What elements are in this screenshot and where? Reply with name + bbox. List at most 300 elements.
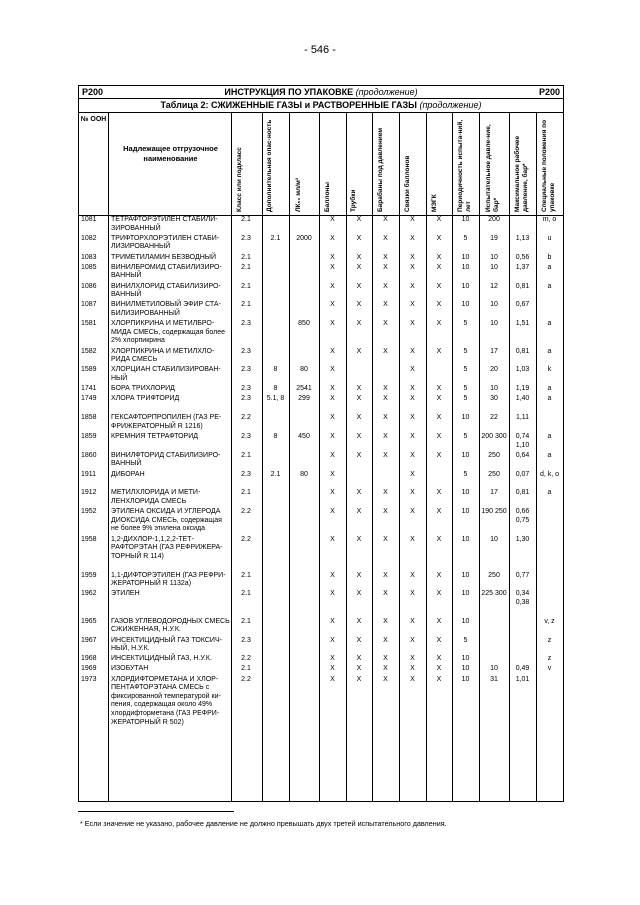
cell-test-pressure: 10 bbox=[490, 263, 498, 271]
cell-un-number: 1973 bbox=[81, 675, 97, 683]
cell-cylinders: X bbox=[330, 263, 335, 271]
cell-test-period: 10 bbox=[461, 253, 470, 261]
cell-bundles: X bbox=[410, 636, 415, 644]
cell-tubes: X bbox=[356, 414, 362, 422]
cell-pressure-drums: X bbox=[383, 636, 388, 644]
col-header-pressure-drums: Барабаны под давлением bbox=[377, 127, 384, 212]
cell-bundles: X bbox=[410, 571, 415, 579]
cell-test-pressure: 10 bbox=[490, 535, 498, 543]
cell-name: ХЛОРДИФТОРМЕТАНА И ХЛОР-ПЕНТАФТОРЭТАНА СМЕСЬ с фиксированной температурой ки-пения, содержащая около 49% хлордифторметана (ГАЗ РЕФРИ-ЖЕРАТОРНЫЙ R 502) bbox=[111, 675, 221, 726]
instruction-code-left: P200 bbox=[82, 87, 104, 97]
cell-max-pressure: 0,81 bbox=[515, 347, 530, 355]
cell-megc: X bbox=[436, 253, 442, 261]
cell-cylinders: X bbox=[330, 216, 335, 223]
cell-test-period: 5 bbox=[463, 366, 468, 374]
cell-megc: X bbox=[436, 675, 442, 683]
cell-cylinders: X bbox=[330, 301, 335, 309]
cell-tubes: X bbox=[356, 617, 362, 625]
cell-tubes: X bbox=[356, 385, 362, 393]
cell-test-pressure: 190 250 bbox=[481, 508, 507, 516]
footnote: * Если значение не указано, рабочее давление не должно превышать двух третей испытательного давления. bbox=[80, 819, 447, 828]
cell-special-provisions: z bbox=[547, 636, 552, 644]
cell-pressure-drums: X bbox=[383, 253, 388, 261]
cell-test-pressure: 250 bbox=[488, 470, 500, 478]
cell-test-period: 5 bbox=[463, 385, 468, 393]
cell-name: ВИНИЛМЕТИЛОВЫЙ ЭФИР СТА-БИЛИЗИРОВАННЫЙ bbox=[111, 301, 221, 317]
cell-pressure-drums: X bbox=[383, 414, 388, 422]
cell-megc: X bbox=[436, 216, 442, 223]
table-row bbox=[79, 216, 563, 235]
cell-tubes: X bbox=[356, 301, 362, 309]
cell-name: ТРИМЕТИЛАМИН БЕЗВОДНЫЙ bbox=[111, 253, 216, 261]
cell-bundles: X bbox=[410, 590, 415, 598]
cell-special-provisions: a bbox=[547, 395, 552, 403]
page-number: - 546 - bbox=[304, 44, 336, 56]
instruction-title: ИНСТРУКЦИЯ ПО УПАКОВКЕ (продолжение) bbox=[224, 87, 418, 97]
cell-class: 2.2 bbox=[241, 535, 251, 543]
cell-class: 2.1 bbox=[241, 489, 251, 497]
cell-class: 2.3 bbox=[241, 347, 251, 355]
cell-lc50: 299 bbox=[298, 395, 310, 403]
cell-cylinders: X bbox=[330, 636, 335, 644]
cell-test-pressure: 31 bbox=[490, 675, 498, 683]
cell-megc: X bbox=[436, 432, 442, 440]
cell-test-pressure: 10 bbox=[490, 320, 498, 328]
table-row bbox=[79, 471, 563, 490]
cell-un-number: 1912 bbox=[81, 489, 97, 497]
cell-test-period: 5 bbox=[463, 320, 468, 328]
cell-bundles: X bbox=[410, 432, 415, 440]
cell-pressure-drums: X bbox=[383, 216, 388, 223]
table-row bbox=[79, 676, 563, 738]
cell-class: 2.2 bbox=[241, 655, 251, 663]
cell-test-period: 10 bbox=[461, 617, 470, 625]
cell-test-period: 10 bbox=[461, 665, 470, 673]
cell-test-period: 10 bbox=[461, 571, 470, 579]
cell-lc50: 2541 bbox=[296, 385, 312, 393]
cell-max-pressure: 0,64 bbox=[515, 451, 530, 459]
cell-test-period: 5 bbox=[463, 234, 468, 242]
cell-test-pressure: 225 300 bbox=[481, 590, 507, 598]
cell-special-provisions: a bbox=[547, 263, 552, 271]
cell-max-pressure: 1,37 bbox=[515, 263, 530, 271]
cell-test-pressure: 10 bbox=[490, 665, 498, 673]
cell-tubes: X bbox=[356, 655, 362, 663]
cell-megc: X bbox=[436, 395, 442, 403]
cell-lc50: 2000 bbox=[296, 234, 312, 242]
cell-max-pressure: 1,51 bbox=[515, 320, 530, 328]
cell-bundles: X bbox=[410, 665, 415, 673]
col-header-tubes: Трубки bbox=[350, 189, 357, 212]
cell-special-provisions: a bbox=[547, 432, 552, 440]
cell-test-period: 10 bbox=[461, 282, 470, 290]
cell-bundles: X bbox=[410, 216, 415, 223]
table-row bbox=[79, 655, 563, 665]
cell-max-pressure: 0,49 bbox=[515, 665, 530, 673]
cell-un-number: 1965 bbox=[81, 617, 97, 625]
cell-special-provisions: a bbox=[547, 385, 552, 393]
cell-pressure-drums: X bbox=[383, 234, 388, 242]
cell-test-period: 10 bbox=[461, 489, 470, 497]
table-row bbox=[79, 320, 563, 347]
table-row bbox=[79, 301, 563, 320]
cell-test-period: 10 bbox=[461, 216, 470, 223]
cell-test-period: 5 bbox=[463, 395, 468, 403]
cell-name: 1,1-ДИФТОРЭТИЛЕН (ГАЗ РЕФРИ-ЖЕРАТОРНЫЙ R 1132a) bbox=[111, 571, 226, 588]
cell-bundles: X bbox=[410, 320, 415, 328]
cell-test-pressure: 19 bbox=[490, 234, 498, 242]
cell-test-pressure: 30 bbox=[490, 395, 498, 403]
cell-test-period: 10 bbox=[461, 535, 470, 543]
cell-pressure-drums: X bbox=[383, 320, 388, 328]
cell-tubes: X bbox=[356, 253, 362, 261]
cell-name: ХЛОРПИКРИНА И МЕТИЛХЛО-РИДА СМЕСЬ bbox=[111, 347, 215, 364]
cell-un-number: 1859 bbox=[81, 432, 97, 440]
cell-max-pressure: 0,77 bbox=[515, 571, 530, 579]
col-header-test-period: Периодичность испыта-ний, лет bbox=[457, 119, 472, 212]
cell-test-pressure: 10 bbox=[490, 253, 498, 261]
cell-special-provisions: b bbox=[547, 253, 552, 261]
cell-un-number: 1749 bbox=[81, 395, 97, 403]
cell-cylinders: X bbox=[330, 617, 335, 625]
cell-pressure-drums: X bbox=[383, 301, 388, 309]
table-row bbox=[79, 508, 563, 535]
cell-tubes: X bbox=[356, 263, 362, 271]
table-row bbox=[79, 254, 563, 264]
cell-cylinders: X bbox=[330, 571, 335, 579]
cell-name: ЭТИЛЕНА ОКСИДА И УГЛЕРОДА ДИОКСИДА СМЕСЬ, содержащая не более 9% этилена оксида bbox=[111, 508, 222, 533]
cell-special-provisions: a bbox=[547, 451, 552, 459]
cell-megc: X bbox=[436, 535, 442, 543]
table-row bbox=[79, 665, 563, 675]
cell-un-number: 1086 bbox=[81, 282, 97, 290]
cell-class: 2.3 bbox=[241, 470, 251, 478]
cell-bundles: X bbox=[410, 263, 415, 271]
cell-megc: X bbox=[436, 282, 442, 290]
cell-pressure-drums: X bbox=[383, 263, 388, 271]
cell-test-period: 10 bbox=[461, 590, 470, 598]
cell-tubes: X bbox=[356, 571, 362, 579]
cell-cylinders: X bbox=[330, 535, 335, 543]
cell-max-pressure: 0,81 bbox=[515, 282, 530, 290]
col-header-test-pressure: Испытательное давле-ние, бар* bbox=[485, 124, 500, 212]
cell-bundles: X bbox=[410, 282, 415, 290]
cell-un-number: 1081 bbox=[81, 216, 97, 223]
table-row bbox=[79, 264, 563, 283]
cell-name: ХЛОРЦИАН СТАБИЛИЗИРОВАН-НЫЙ bbox=[111, 366, 221, 382]
cell-test-period: 10 bbox=[461, 508, 470, 516]
cell-name: ХЛОРА ТРИФТОРИД bbox=[111, 395, 180, 403]
cell-name: ГЕКСАФТОРПРОПИЛЕН (ГАЗ РЕ-ФРИЖЕРАТОРНЫЙ R 1216) bbox=[111, 414, 222, 430]
cell-class: 2.3 bbox=[241, 432, 251, 440]
cell-megc: X bbox=[436, 590, 442, 598]
cell-class: 2.1 bbox=[241, 301, 251, 309]
cell-class: 2.3 bbox=[241, 320, 251, 328]
cell-class: 2.1 bbox=[241, 590, 251, 598]
cell-tubes: X bbox=[356, 535, 362, 543]
cell-max-pressure: 1,30 bbox=[515, 535, 530, 543]
table-row bbox=[79, 590, 563, 617]
cell-max-pressure: 1,13 bbox=[515, 234, 530, 242]
cell-test-pressure: 250 bbox=[488, 451, 500, 459]
instruction-header bbox=[79, 86, 563, 99]
cell-test-period: 10 bbox=[461, 301, 470, 309]
cell-un-number: 1741 bbox=[81, 385, 97, 393]
table-row bbox=[79, 618, 563, 637]
cell-megc: X bbox=[436, 347, 442, 355]
cell-special-provisions: a bbox=[547, 320, 552, 328]
packing-instruction-table bbox=[78, 85, 564, 802]
cell-special-provisions: a bbox=[547, 347, 552, 355]
table-row bbox=[79, 536, 563, 572]
cell-max-pressure: 1,11 bbox=[515, 414, 530, 422]
cell-special-provisions: u bbox=[547, 234, 552, 242]
cell-cylinders: X bbox=[330, 320, 335, 328]
cell-test-period: 5 bbox=[463, 636, 468, 644]
cell-tubes: X bbox=[356, 432, 362, 440]
cell-megc: X bbox=[436, 665, 442, 673]
table-row bbox=[79, 433, 563, 452]
cell-un-number: 1952 bbox=[81, 508, 97, 516]
cell-cylinders: X bbox=[330, 675, 335, 683]
instruction-code-right: P200 bbox=[538, 87, 560, 97]
cell-max-pressure: 1,03 bbox=[515, 366, 530, 374]
cell-cylinders: X bbox=[330, 451, 335, 459]
cell-test-pressure: 10 bbox=[490, 301, 498, 309]
cell-test-pressure: 250 bbox=[488, 571, 500, 579]
cell-class: 2.1 bbox=[241, 282, 251, 290]
cell-additional-hazard: 5.1, 8 bbox=[266, 395, 285, 403]
cell-pressure-drums: X bbox=[383, 451, 388, 459]
cell-test-pressure: 200 300 bbox=[481, 432, 507, 440]
cell-name: ЭТИЛЕН bbox=[111, 590, 140, 598]
cell-tubes: X bbox=[356, 636, 362, 644]
cell-bundles: X bbox=[410, 385, 415, 393]
cell-max-pressure: 1,01 bbox=[515, 675, 530, 683]
cell-bundles: X bbox=[410, 253, 415, 261]
cell-max-pressure: 0,81 bbox=[515, 489, 530, 497]
cell-name: ИНСЕКТИЦИДНЫЙ ГАЗ ТОКСИЧ-НЫЙ, Н.У.К. bbox=[111, 636, 222, 653]
cell-name: ХЛОРПИКРИНА И МЕТИЛБРО-МИДА СМЕСЬ, содержащая более 2% хлорпикрина bbox=[111, 320, 226, 345]
cell-lc50: 850 bbox=[298, 320, 310, 328]
cell-cylinders: X bbox=[330, 432, 335, 440]
cell-tubes: X bbox=[356, 347, 362, 355]
cell-name: ИНСЕКТИЦИДНЫЙ ГАЗ, Н.У.К. bbox=[111, 655, 212, 663]
cell-un-number: 1083 bbox=[81, 253, 97, 261]
cell-class: 2.1 bbox=[241, 665, 251, 673]
cell-max-pressure: 0,74 1,10 bbox=[515, 432, 530, 449]
cell-class: 2.2 bbox=[241, 414, 251, 422]
cell-un-number: 1962 bbox=[81, 590, 97, 598]
cell-megc: X bbox=[436, 301, 442, 309]
cell-pressure-drums: X bbox=[383, 282, 388, 290]
cell-tubes: X bbox=[356, 665, 362, 673]
cell-class: 2.3 bbox=[241, 395, 251, 403]
cell-bundles: X bbox=[410, 655, 415, 663]
cell-additional-hazard: 8 bbox=[273, 385, 278, 393]
cell-tubes: X bbox=[356, 508, 362, 516]
cell-cylinders: X bbox=[330, 665, 335, 673]
cell-megc: X bbox=[436, 571, 442, 579]
cell-megc: X bbox=[436, 508, 442, 516]
cell-un-number: 1968 bbox=[81, 655, 97, 663]
cell-class: 2.1 bbox=[241, 253, 251, 261]
col-header-cylinders: Баллоны bbox=[324, 182, 331, 212]
col-header-megc: МЭГК bbox=[431, 194, 438, 212]
table-body bbox=[79, 216, 563, 737]
cell-name: 1,2-ДИХЛОР-1,1,2,2-ТЕТ-РАФТОРЭТАН (ГАЗ РЕФРИЖЕРА-ТОРНЫЙ R 114) bbox=[111, 535, 223, 560]
cell-lc50: 80 bbox=[300, 366, 308, 374]
cell-max-pressure: 0,07 bbox=[515, 470, 530, 478]
cell-max-pressure: 0,67 bbox=[515, 301, 530, 309]
cell-bundles: X bbox=[410, 366, 415, 374]
cell-un-number: 1582 bbox=[81, 347, 97, 355]
cell-max-pressure: 1,19 bbox=[515, 385, 530, 393]
cell-pressure-drums: X bbox=[383, 385, 388, 393]
cell-special-provisions: v bbox=[547, 665, 552, 673]
cell-pressure-drums: X bbox=[383, 347, 388, 355]
cell-bundles: X bbox=[410, 617, 415, 625]
cell-max-pressure: 0,56 bbox=[515, 253, 530, 261]
cell-bundles: X bbox=[410, 675, 415, 683]
cell-un-number: 1967 bbox=[81, 636, 97, 644]
col-header-lc50: ЛК₅₀ мл/м³ bbox=[295, 178, 302, 212]
cell-cylinders: X bbox=[330, 282, 335, 290]
cell-megc: X bbox=[436, 617, 442, 625]
col-header-class: Класс или подкласс bbox=[236, 147, 243, 212]
cell-special-provisions: d, k, o bbox=[539, 470, 560, 478]
cell-special-provisions: v, z bbox=[544, 617, 555, 625]
cell-class: 2.1 bbox=[241, 263, 251, 271]
cell-cylinders: X bbox=[330, 414, 335, 422]
cell-bundles: X bbox=[410, 234, 415, 242]
cell-pressure-drums: X bbox=[383, 617, 388, 625]
table-row bbox=[79, 452, 563, 471]
cell-class: 2.3 bbox=[241, 636, 251, 644]
table-row bbox=[79, 366, 563, 385]
cell-class: 2.1 bbox=[241, 451, 251, 459]
cell-un-number: 1581 bbox=[81, 320, 97, 328]
cell-un-number: 1085 bbox=[81, 263, 97, 271]
cell-cylinders: X bbox=[330, 470, 335, 478]
cell-megc: X bbox=[436, 636, 442, 644]
table-subtitle: Таблица 2: СЖИЖЕННЫЕ ГАЗЫ и РАСТВОРЕННЫЕ ГАЗЫ (продолжение) bbox=[79, 99, 563, 113]
cell-pressure-drums: X bbox=[383, 489, 388, 497]
cell-test-pressure: 17 bbox=[490, 347, 498, 355]
col-header-max-pressure: Максимальное рабочее давление, бар* bbox=[514, 135, 529, 212]
cell-lc50: 450 bbox=[298, 432, 310, 440]
cell-bundles: X bbox=[410, 470, 415, 478]
cell-tubes: X bbox=[356, 282, 362, 290]
cell-tubes: X bbox=[356, 675, 362, 683]
cell-class: 2.3 bbox=[241, 366, 251, 374]
cell-additional-hazard: 2.1 bbox=[270, 470, 281, 478]
cell-tubes: X bbox=[356, 395, 362, 403]
table-row bbox=[79, 489, 563, 508]
cell-test-period: 10 bbox=[461, 263, 470, 271]
table-row bbox=[79, 283, 563, 302]
cell-cylinders: X bbox=[330, 395, 335, 403]
table-row bbox=[79, 348, 563, 367]
cell-special-provisions: z bbox=[547, 655, 552, 663]
cell-special-provisions: k bbox=[547, 366, 552, 374]
cell-cylinders: X bbox=[330, 253, 335, 261]
cell-class: 2.3 bbox=[241, 385, 251, 393]
cell-test-period: 10 bbox=[461, 655, 470, 663]
cell-un-number: 1082 bbox=[81, 234, 97, 242]
cell-pressure-drums: X bbox=[383, 395, 388, 403]
cell-cylinders: X bbox=[330, 655, 335, 663]
cell-bundles: X bbox=[410, 414, 415, 422]
cell-pressure-drums: X bbox=[383, 675, 388, 683]
cell-un-number: 1589 bbox=[81, 366, 97, 374]
cell-name: ВИНИЛХЛОРИД СТАБИЛИЗИРО-ВАННЫЙ bbox=[111, 282, 221, 299]
cell-megc: X bbox=[436, 489, 442, 497]
cell-un-number: 1958 bbox=[81, 535, 97, 543]
cell-special-provisions: a bbox=[547, 489, 552, 497]
cell-un-number: 1860 bbox=[81, 451, 97, 459]
cell-test-pressure: 200 bbox=[488, 216, 500, 223]
cell-test-pressure: 17 bbox=[490, 489, 498, 497]
cell-megc: X bbox=[436, 385, 442, 393]
cell-class: 2.2 bbox=[241, 675, 251, 683]
cell-pressure-drums: X bbox=[383, 655, 388, 663]
cell-test-period: 5 bbox=[463, 432, 468, 440]
cell-test-period: 10 bbox=[461, 675, 470, 683]
cell-cylinders: X bbox=[330, 385, 335, 393]
cell-additional-hazard: 8 bbox=[273, 366, 278, 374]
cell-class: 2.1 bbox=[241, 617, 251, 625]
cell-cylinders: X bbox=[330, 347, 335, 355]
cell-pressure-drums: X bbox=[383, 535, 388, 543]
col-header-name: Надлежащее отгрузочное наименование bbox=[123, 144, 218, 163]
cell-bundles: X bbox=[410, 301, 415, 309]
cell-name: ИЗОБУТАН bbox=[111, 665, 149, 673]
cell-pressure-drums: X bbox=[383, 590, 388, 598]
cell-name: КРЕМНИЯ ТЕТРАФТОРИД bbox=[111, 432, 198, 440]
cell-megc: X bbox=[436, 451, 442, 459]
cell-test-period: 5 bbox=[463, 470, 468, 478]
cell-bundles: X bbox=[410, 535, 415, 543]
cell-name: ВИНИЛБРОМИД СТАБИЛИЗИРО-ВАННЫЙ bbox=[111, 263, 222, 280]
cell-name: ДИБОРАН bbox=[111, 470, 145, 478]
cell-additional-hazard: 8 bbox=[273, 432, 278, 440]
cell-pressure-drums: X bbox=[383, 571, 388, 579]
cell-pressure-drums: X bbox=[383, 508, 388, 516]
cell-megc: X bbox=[436, 655, 442, 663]
cell-max-pressure: 0,66 0,75 bbox=[515, 508, 530, 524]
cell-bundles: X bbox=[410, 508, 415, 516]
cell-cylinders: X bbox=[330, 234, 335, 242]
cell-test-period: 10 bbox=[461, 451, 470, 459]
cell-pressure-drums: X bbox=[383, 432, 388, 440]
cell-cylinders: X bbox=[330, 508, 335, 516]
cell-megc: X bbox=[436, 234, 442, 242]
cell-max-pressure: 0,34 0,38 bbox=[515, 590, 530, 606]
cell-test-pressure: 20 bbox=[490, 366, 498, 374]
cell-cylinders: X bbox=[330, 590, 335, 598]
cell-special-provisions: m, o bbox=[542, 216, 557, 223]
table-row bbox=[79, 414, 563, 433]
cell-test-pressure: 22 bbox=[490, 414, 498, 422]
cell-lc50: 80 bbox=[300, 470, 308, 478]
col-header-additional-hazard: Дополнительная опас-ность bbox=[266, 119, 273, 212]
cell-un-number: 1959 bbox=[81, 571, 97, 579]
cell-bundles: X bbox=[410, 395, 415, 403]
cell-class: 2.1 bbox=[241, 216, 251, 223]
cell-additional-hazard: 2.1 bbox=[270, 234, 281, 242]
cell-megc: X bbox=[436, 263, 442, 271]
